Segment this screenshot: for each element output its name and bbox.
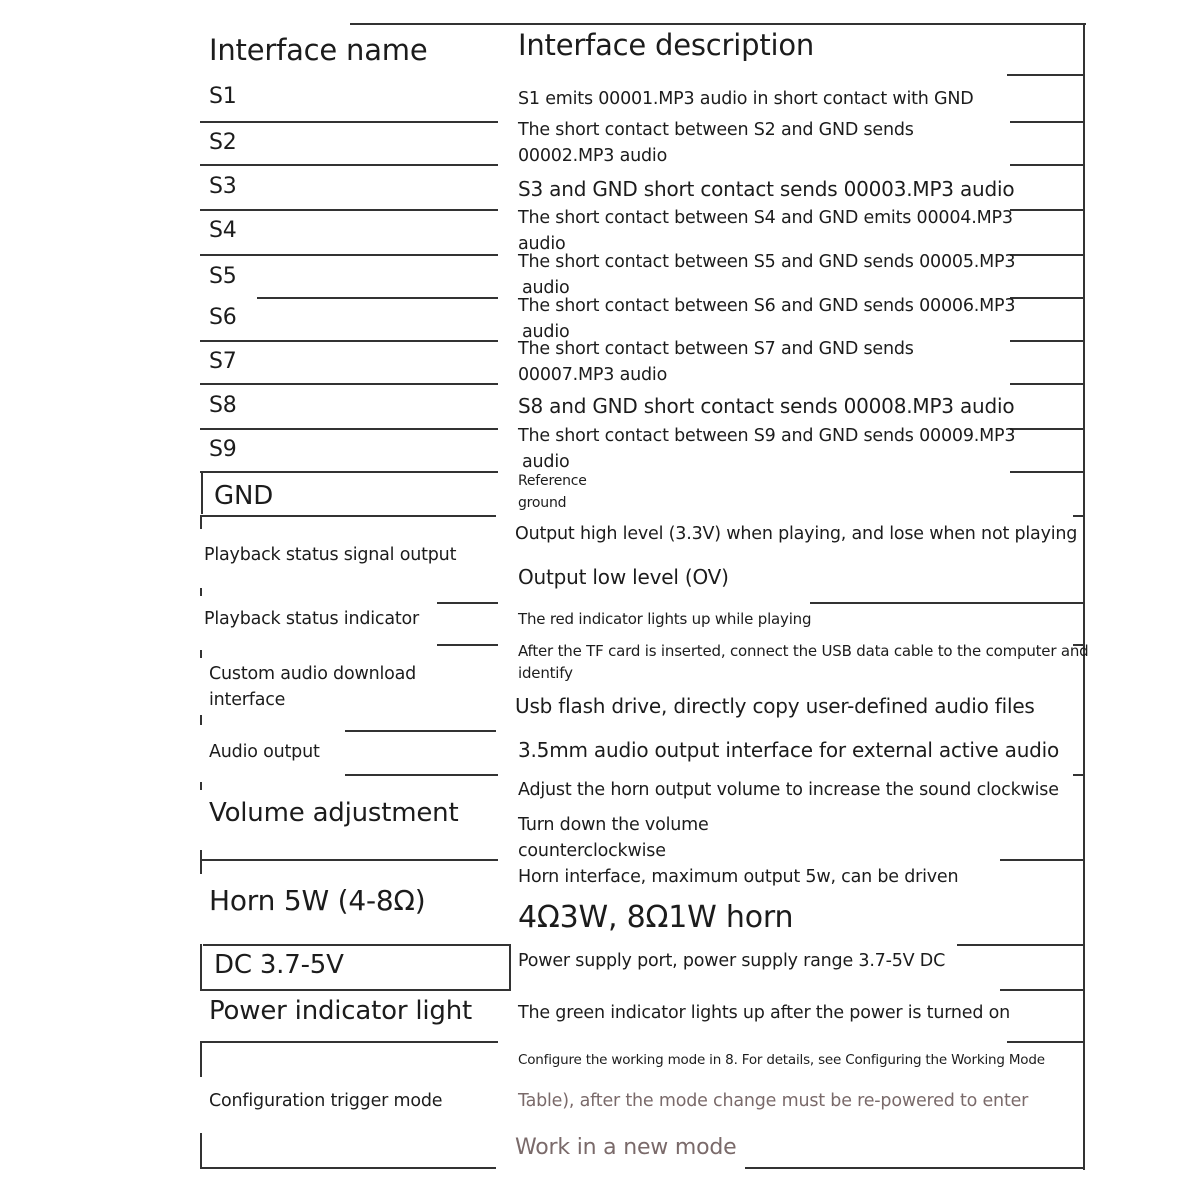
row-name-s9: S9 (209, 437, 237, 462)
row-divider (1007, 74, 1085, 76)
row-desc-s6-line2: audio (522, 322, 570, 342)
row-divider (437, 644, 498, 646)
gnd-box-left (201, 472, 203, 514)
row-desc-s4-line1: The short contact between S4 and GND emits 00004.MP3 (518, 208, 1013, 228)
row-divider (810, 602, 1085, 604)
row-desc-config-mode-line1: Configure the working mode in 8. For details, see Configuring the Working Mode (518, 1052, 1045, 1068)
row-desc-config-mode-line2: Table), after the mode change must be re-powered to enter (518, 1091, 1029, 1111)
dc-box-left (200, 944, 202, 990)
row-desc-s9-line2: audio (522, 452, 570, 472)
row-desc-horn-line1: Horn interface, maximum output 5w, can be driven (518, 867, 959, 887)
row-divider (1010, 383, 1085, 385)
header-description: Interface description (518, 28, 815, 62)
row-divider (1010, 121, 1085, 123)
row-name-s8: S8 (209, 393, 237, 418)
row-desc-s5-line2: audio (522, 278, 570, 298)
row-divider (1000, 989, 1085, 991)
dc-box-right (509, 944, 511, 990)
row-divider (257, 297, 498, 299)
row-divider (200, 989, 511, 991)
row-name-volume: Volume adjustment (209, 798, 459, 828)
row-tick (200, 1133, 202, 1169)
row-divider (200, 121, 498, 123)
row-divider (200, 515, 496, 517)
row-desc-custom-download-line3: Usb flash drive, directly copy user-defined audio files (515, 694, 1035, 718)
row-name-s5: S5 (209, 264, 237, 289)
row-name-audio-output: Audio output (209, 742, 320, 762)
row-desc-horn-line2: 4Ω3W, 8Ω1W horn (518, 900, 794, 935)
row-desc-dc: Power supply port, power supply range 3.7-5V DC (518, 951, 946, 971)
row-desc-s1: S1 emits 00001.MP3 audio in short contact with GND (518, 89, 974, 109)
row-desc-config-mode-line3: Work in a new mode (515, 1135, 737, 1160)
row-divider (200, 383, 498, 385)
row-tick (200, 715, 202, 725)
row-tick (200, 850, 202, 874)
row-desc-playback-signal-line1: Output high level (3.3V) when playing, and lose when not playing (515, 524, 1078, 544)
row-name-dc: DC 3.7-5V (214, 950, 344, 980)
row-desc-volume-line3: counterclockwise (518, 841, 666, 861)
row-name-s2: S2 (209, 130, 237, 155)
row-name-s3: S3 (209, 174, 237, 199)
row-name-horn: Horn 5W (4-8Ω) (209, 884, 426, 917)
row-tick (200, 650, 202, 658)
row-desc-s6-line1: The short contact between S6 and GND sends 00006.MP3 (518, 296, 1016, 316)
row-desc-volume-line1: Adjust the horn output volume to increase the sound clockwise (518, 780, 1059, 800)
row-divider (200, 164, 498, 166)
row-desc-playback-indicator: The red indicator lights up while playing (518, 610, 812, 628)
row-divider (957, 944, 1085, 946)
row-divider (1010, 428, 1085, 430)
table-bottom-border-right (745, 1167, 1085, 1169)
row-desc-power-indicator: The green indicator lights up after the power is turned on (518, 1003, 1011, 1023)
table-right-border (1083, 23, 1085, 1170)
row-desc-gnd: Reference ground (518, 473, 587, 511)
row-desc-playback-signal-line2: Output low level (OV) (518, 565, 729, 589)
row-divider (1010, 209, 1085, 211)
row-divider (1073, 515, 1085, 517)
row-divider (1010, 254, 1085, 256)
row-name-s6: S6 (209, 305, 237, 330)
row-tick (200, 517, 202, 529)
row-divider (200, 1041, 498, 1043)
row-divider (200, 428, 498, 430)
row-divider (1010, 340, 1085, 342)
row-name-power-indicator: Power indicator light (209, 996, 473, 1026)
row-divider (1010, 471, 1085, 473)
row-divider (1073, 774, 1085, 776)
row-divider (345, 774, 498, 776)
row-divider (1010, 297, 1085, 299)
header-name: Interface name (209, 33, 428, 67)
row-desc-s5-line1: The short contact between S5 and GND sends 00005.MP3 (518, 252, 1016, 272)
row-name-s4: S4 (209, 218, 237, 243)
row-name-config-mode: Configuration trigger mode (209, 1091, 443, 1111)
row-tick (200, 588, 202, 596)
row-name-s1: S1 (209, 84, 237, 109)
row-desc-custom-download-line2: identify (518, 664, 573, 682)
row-divider (200, 859, 498, 861)
row-divider (200, 471, 498, 473)
row-divider (1007, 1041, 1085, 1043)
row-divider (1010, 164, 1085, 166)
row-desc-custom-download-line1: After the TF card is inserted, connect the USB data cable to the computer and (518, 642, 1089, 660)
row-desc-s2-line1: The short contact between S2 and GND sends (518, 120, 914, 140)
row-desc-audio-output: 3.5mm audio output interface for external active audio (518, 738, 1060, 762)
row-desc-s9-line1: The short contact between S9 and GND sends 00009.MP3 (518, 426, 1016, 446)
row-name-s7: S7 (209, 349, 237, 374)
row-name-playback-indicator: Playback status indicator (204, 609, 420, 629)
table-bottom-border-left (200, 1167, 496, 1169)
row-divider (200, 340, 498, 342)
row-divider (200, 209, 498, 211)
row-tick (200, 1043, 202, 1077)
table-top-border (350, 23, 1086, 25)
row-tick (200, 782, 202, 790)
row-name-gnd: GND (214, 481, 274, 511)
row-divider (437, 602, 498, 604)
row-desc-s4-line2: audio (518, 234, 566, 254)
row-desc-s2-line2: 00002.MP3 audio (518, 146, 668, 166)
row-desc-s7-line2: 00007.MP3 audio (518, 365, 668, 385)
row-name-custom-download-line1: Custom audio download (209, 664, 417, 684)
row-divider (1000, 859, 1085, 861)
row-name-playback-signal: Playback status signal output (204, 545, 457, 565)
row-desc-s3: S3 and GND short contact sends 00003.MP3 audio (518, 177, 1015, 201)
row-desc-s8: S8 and GND short contact sends 00008.MP3 audio (518, 394, 1015, 418)
dc-box-top (203, 944, 510, 946)
row-divider (345, 730, 496, 732)
row-divider (200, 254, 498, 256)
row-desc-s7-line1: The short contact between S7 and GND sends (518, 339, 914, 359)
row-name-custom-download-line2: interface (209, 690, 286, 710)
row-desc-volume-line2: Turn down the volume (518, 815, 709, 835)
